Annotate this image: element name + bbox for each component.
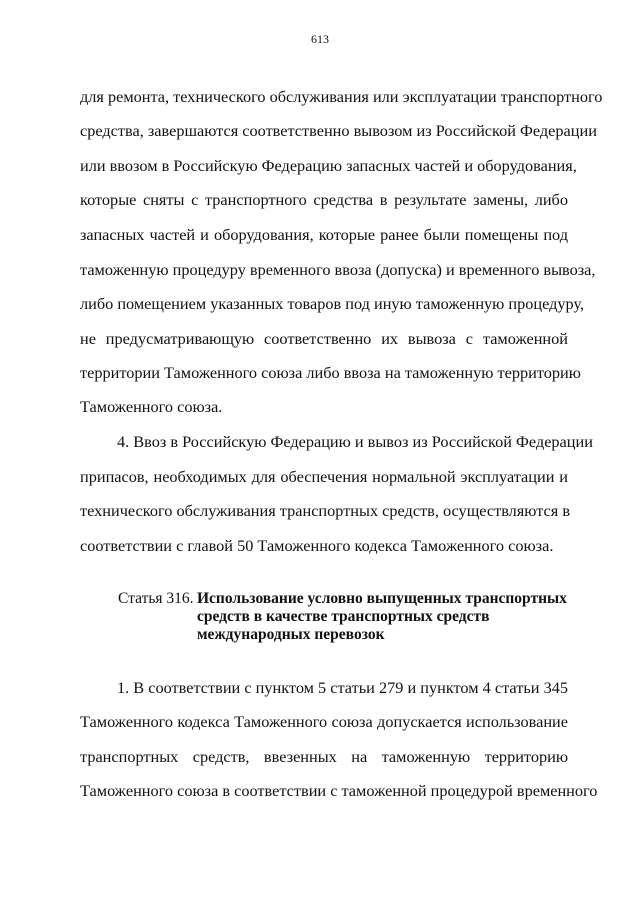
text-line: припасов, необходимых для обеспечения нормальной эксплуатации и [80, 467, 568, 486]
page-number: 613 [311, 32, 329, 46]
text-line: технического обслуживания транспортных средств, осуществляются в [80, 501, 571, 520]
text-line: транспортных средств, ввезенных на таможенную территорию [80, 747, 568, 766]
text-line: либо помещением указанных товаров под иную таможенную процедуру, [80, 294, 585, 313]
text-line: соответствии с главой 50 Таможенного кодекса Таможенного союза. [80, 536, 554, 555]
text-line: Таможенного кодекса Таможенного союза допускается использование [80, 712, 568, 731]
text-line: 1. В соответствии с пунктом 5 статьи 279 и пунктом 4 статьи 345 [117, 678, 568, 697]
article-title-line: Использование условно выпущенных транспортных [197, 590, 567, 607]
text-line: не предусматривающую соответственно их вывоза с таможенной [80, 329, 568, 348]
text-line: запасных частей и оборудования, которые ранее были помещены под [80, 225, 568, 244]
text-line: территории Таможенного союза либо ввоза на таможенную территорию [80, 363, 581, 382]
text-line: для ремонта, технического обслуживания или эксплуатации транспортного [80, 87, 603, 106]
text-line: или ввозом в Российскую Федерацию запасных частей и оборудования, [80, 156, 577, 175]
article-title-line: международных перевозок [197, 626, 385, 643]
text-line: Таможенного союза. [80, 397, 223, 416]
text-line: таможенную процедуру временного ввоза (допуска) и временного вывоза, [80, 260, 596, 279]
text-line: 4. Ввоз в Российскую Федерацию и вывоз из Российской Федерации [117, 432, 593, 451]
text-line: которые сняты с транспортного средства в результате замены, либо [80, 190, 568, 209]
article-label: Статья 316. [118, 590, 194, 607]
article-title-line: средств в качестве транспортных средств [197, 608, 490, 625]
text-line: Таможенного союза в соответствии с таможенной процедурой временного [80, 781, 598, 800]
text-line: средства, завершаются соответственно вывозом из Российской Федерации [80, 121, 597, 140]
